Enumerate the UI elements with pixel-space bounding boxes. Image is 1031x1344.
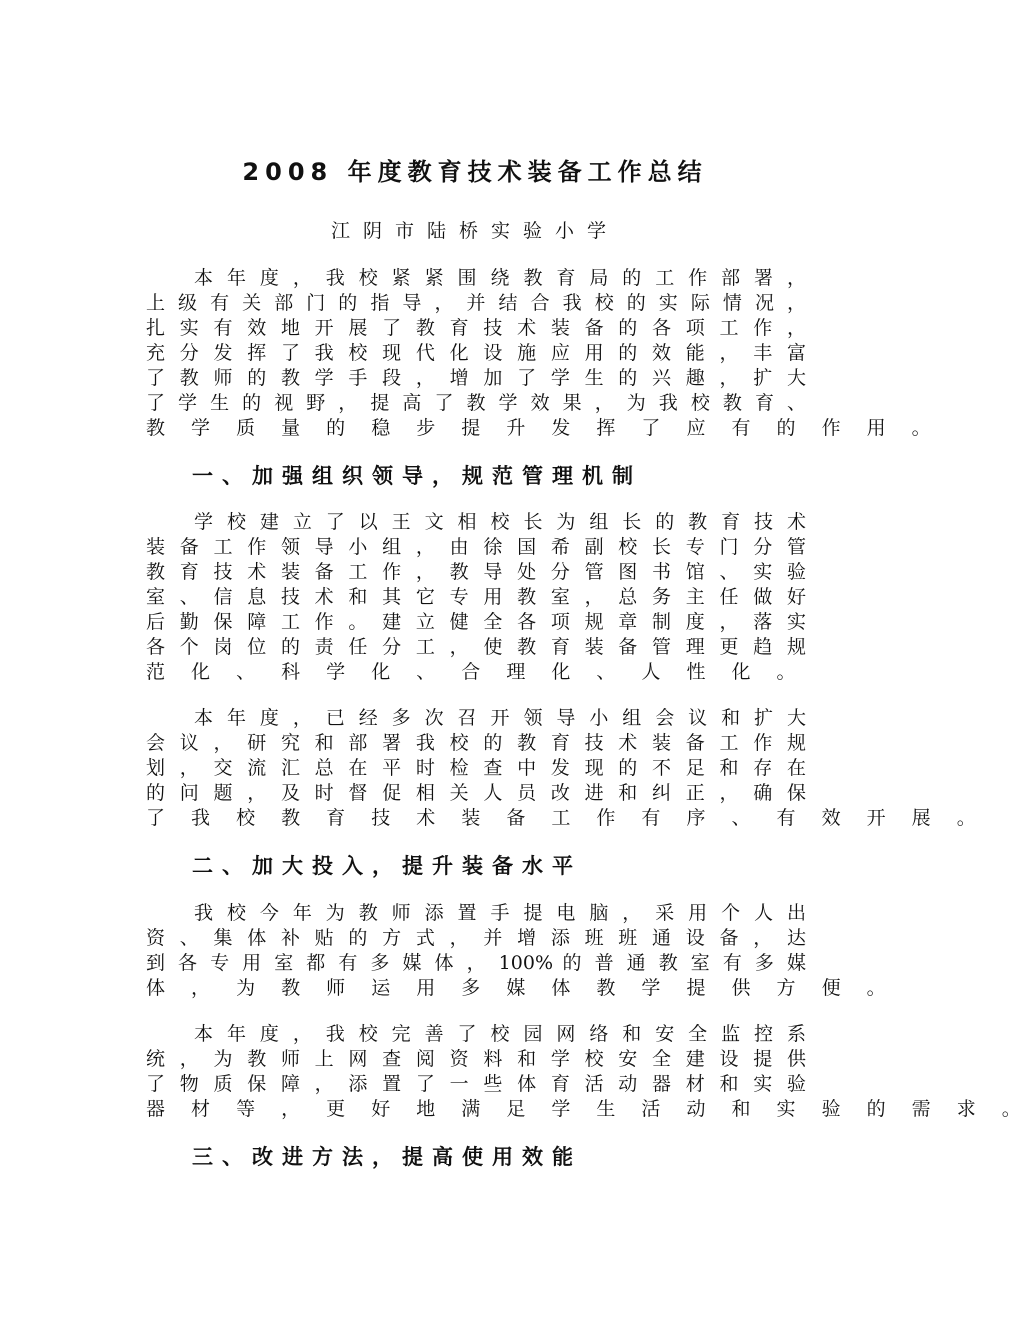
document-title: 2008 年度教育技术装备工作总结 <box>242 158 708 186</box>
text-line: 我 校 今 年 为 教 师 添 置 手 提 电 脑 ， 采 用 个 人 出 <box>194 902 806 924</box>
text-line: 充 分 发 挥 了 我 校 现 代 化 设 施 应 用 的 效 能 ， 丰 富 <box>146 342 806 364</box>
text-line: 划 ， 交 流 汇 总 在 平 时 检 查 中 发 现 的 不 足 和 存 在 <box>146 757 806 779</box>
text-line: 体 ， 为 教 师 运 用 多 媒 体 教 学 提 供 方 便 。 <box>146 977 896 999</box>
text-line: 装 备 工 作 领 导 小 组 ， 由 徐 国 希 副 校 长 专 门 分 管 <box>146 536 806 558</box>
text-line: 学 校 建 立 了 以 王 文 相 校 长 为 组 长 的 教 育 技 术 <box>194 511 806 533</box>
text-line: 扎 实 有 效 地 开 展 了 教 育 技 术 装 备 的 各 项 工 作 ， <box>146 317 806 339</box>
text-line: 本 年 度 ， 已 经 多 次 召 开 领 导 小 组 会 议 和 扩 大 <box>194 707 806 729</box>
text-line: 教 育 技 术 装 备 工 作 ， 教 导 处 分 管 图 书 馆 、 实 验 <box>146 561 806 583</box>
text-line: 会 议 ， 研 究 和 部 署 我 校 的 教 育 技 术 装 备 工 作 规 <box>146 732 806 754</box>
text-line: 上 级 有 关 部 门 的 指 导 ， 并 结 合 我 校 的 实 际 情 况 ， <box>146 292 806 314</box>
text-line: 本 年 度 ， 我 校 完 善 了 校 园 网 络 和 安 全 监 控 系 <box>194 1023 806 1045</box>
text-line: 各 个 岗 位 的 责 任 分 工 ， 使 教 育 装 备 管 理 更 趋 规 <box>146 636 806 658</box>
text-line: 范 化 、 科 学 化 、 合 理 化 、 人 性 化 。 <box>146 661 806 683</box>
text-line: 统 ， 为 教 师 上 网 查 阅 资 料 和 学 校 安 全 建 设 提 供 <box>146 1048 806 1070</box>
text-line: 后 勤 保 障 工 作 。 建 立 健 全 各 项 规 章 制 度 ， 落 实 <box>146 611 806 633</box>
text-line: 了 学 生 的 视 野 ， 提 高 了 教 学 效 果 ， 为 我 校 教 育 、 <box>146 392 806 414</box>
text-line: 了 我 校 教 育 技 术 装 备 工 作 有 序 、 有 效 开 展 。 <box>146 807 986 829</box>
text-line: 到 各 专 用 室 都 有 多 媒 体 ， 100% 的 普 通 教 室 有 多 媒 <box>146 952 806 974</box>
text-line: 的 问 题 ， 及 时 督 促 相 关 人 员 改 进 和 纠 正 ， 确 保 <box>146 782 806 804</box>
text-line: 了 教 师 的 教 学 手 段 ， 增 加 了 学 生 的 兴 趣 ， 扩 大 <box>146 367 806 389</box>
text-line: 资 、 集 体 补 贴 的 方 式 ， 并 增 添 班 班 通 设 备 ， 达 <box>146 927 806 949</box>
text-line: 了 物 质 保 障 ， 添 置 了 一 些 体 育 活 动 器 材 和 实 验 <box>146 1073 806 1095</box>
text-line: 本 年 度 ， 我 校 紧 紧 围 绕 教 育 局 的 工 作 部 署 ， <box>194 267 806 289</box>
document-subtitle: 江阴市陆桥实验小学 <box>330 220 619 242</box>
section-heading-1: 一、加强组织领导，规范管理机制 <box>192 464 642 488</box>
text-line: 教 学 质 量 的 稳 步 提 升 发 挥 了 应 有 的 作 用 。 <box>146 417 941 439</box>
text-line: 器 材 等 ， 更 好 地 满 足 学 生 活 动 和 实 验 的 需 求 。 <box>146 1098 1031 1120</box>
section-heading-3: 三、改进方法，提高使用效能 <box>192 1145 582 1169</box>
text-line: 室 、 信 息 技 术 和 其 它 专 用 教 室 ， 总 务 主 任 做 好 <box>146 586 806 608</box>
section-heading-2: 二、加大投入，提升装备水平 <box>192 854 582 878</box>
